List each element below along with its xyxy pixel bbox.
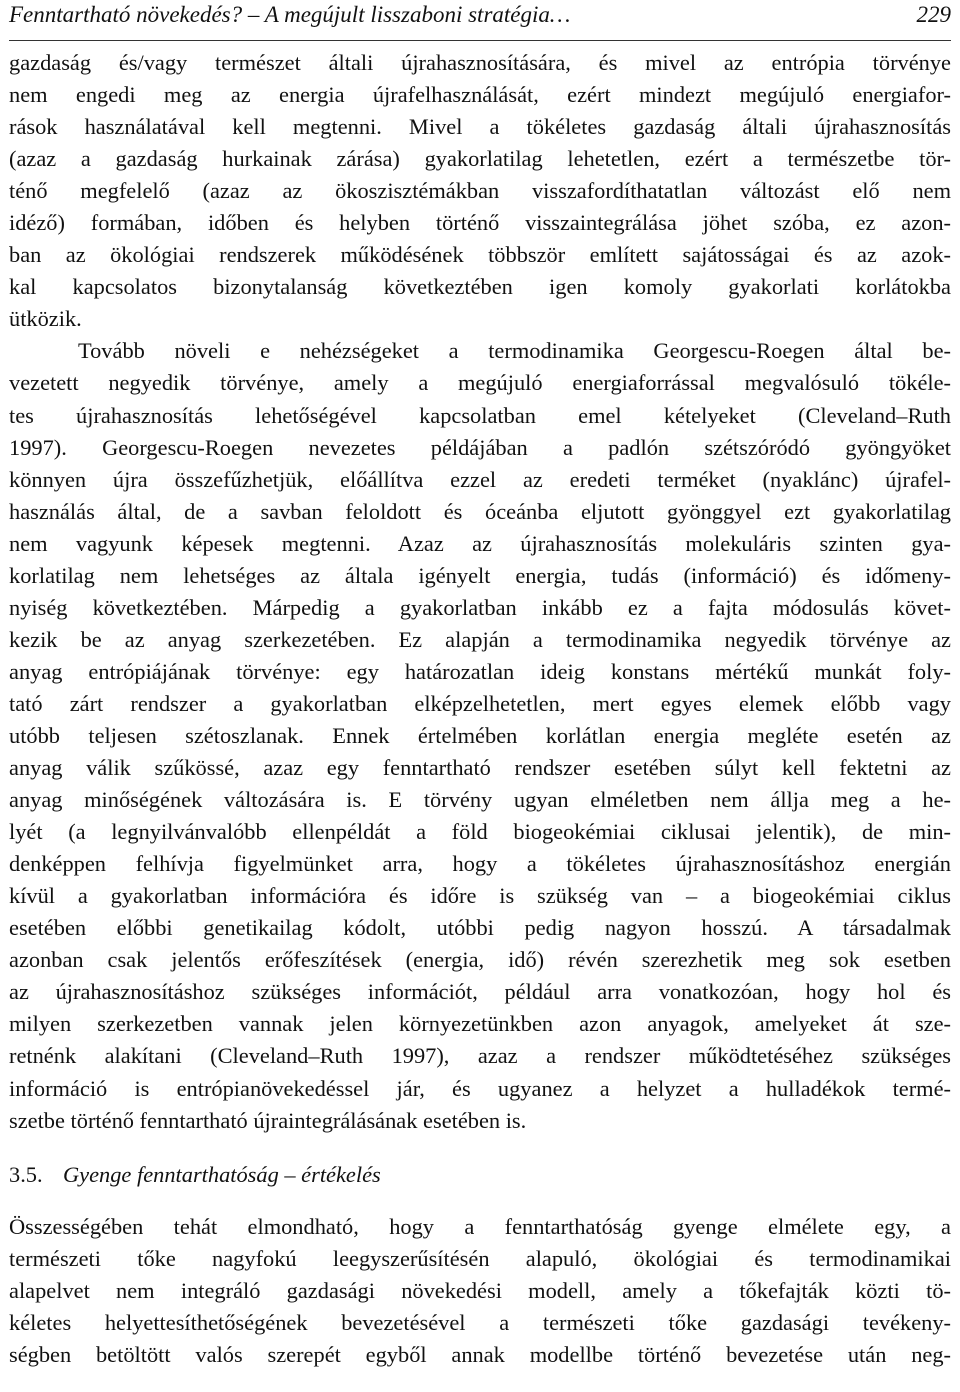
section-heading xyxy=(9,1159,951,1191)
text-line: 1997). Georgescu-Roegen nevezetes példájában a padlón szétszóródó gyöngyöket xyxy=(9,434,951,460)
text-line: ban az ökológiai rendszerek működésének többször említett sajátosságai és az azok- xyxy=(9,242,951,268)
text-line: anyag válik szűkössé, azaz egy fenntartható rendszer esetében súlyt kell fektetni az xyxy=(9,755,951,781)
spacer xyxy=(9,1191,951,1211)
text-line: tató zárt rendszer a gyakorlatban elképzelhetetlen, mert egyes elemek előbb vagy xyxy=(9,690,951,716)
text-line: gazdaság és/vagy természet általi újrahasznosítására, és mivel az entrópia törvénye xyxy=(9,50,951,75)
text-line: kezik be az anyag szerkezetében. Ez alapján a termodinamika negyedik törvénye az xyxy=(9,626,951,652)
text-line: ségben betöltött valós szerepét egyből annak modellbe történő bevezetése után neg- xyxy=(9,1341,951,1367)
text-line: ütközik. xyxy=(9,306,82,332)
text-line: utóbb teljesen szétoszlanak. Ennek értelmében korlátlan energia megléte esetén az xyxy=(9,722,951,748)
text-line: kéletes helyettesíthetőségének bevezetésével a természeti tőke gazdasági tevékeny- xyxy=(9,1309,951,1335)
text-line: könnyen újra összefűzhetjük, előállítva ezzel az eredeti terméket (nyaklánc) újrafel- xyxy=(9,466,951,492)
text-line: Összességében tehát elmondható, hogy a fenntarthatóság gyenge elmélete egy, a xyxy=(9,1213,951,1239)
text-line: esetében előbbi genetikailag kódolt, utóbbi pedig nagyon hosszú. A társadalmak xyxy=(9,915,951,941)
section-number: 3.5. xyxy=(9,1161,43,1187)
text-line: Tovább növeli e nehézségeket a termodinamika Georgescu-Roegen által be- xyxy=(78,338,951,364)
text-line: milyen szerkezetben vannak jelen környezetünkben azon anyagok, amelyeket át sze- xyxy=(9,1011,951,1037)
text-line: használás által, de a savban feloldott és óceánba eljutott gyönggyel ezt gyakorlatilag xyxy=(9,498,951,524)
text-line: kívül a gyakorlatban információra és időre is szükség van – a biogeokémiai ciklus xyxy=(9,883,951,909)
paragraph-1 xyxy=(9,47,951,335)
text-line: retnénk alakítani (Cleveland–Ruth 1997), azaz a rendszer működtetéséhez szükséges xyxy=(9,1043,951,1069)
text-line: nem engedi meg az energia újrafelhasználását, ezért mindezt megújuló energiafor- xyxy=(9,82,951,108)
body-text xyxy=(9,47,951,1371)
paragraph-3 xyxy=(9,1211,951,1371)
text-line: (azaz a gazdaság hurkainak zárása) gyakorlatilag lehetetlen, ezért a természetbe tör- xyxy=(9,146,951,172)
spacer xyxy=(9,1137,951,1159)
running-title: Fenntartható növekedés? – A megújult lisszaboni stratégia… xyxy=(9,2,571,27)
text-line: lyét (a legnyilvánvalóbb ellenpéldát a föld biogeokémiai ciklusai jelentik), de min- xyxy=(9,819,951,845)
text-line: idéző) formában, időben és helyben történő visszaintegrálása jöhet szóba, ez azon- xyxy=(9,210,951,236)
text-line: szetbe történő fenntartható újraintegrálásának esetében is. xyxy=(9,1107,527,1133)
document-page xyxy=(9,0,951,1371)
text-line: anyag entrópiájának törvénye: egy határozatlan ideig konstans mértékű munkát foly- xyxy=(9,658,951,684)
running-header xyxy=(9,0,951,41)
text-line: denképpen felhívja figyelmünket arra, hogy a tökéletes újrahasznosításhoz energián xyxy=(9,851,951,877)
text-line: korlatilag nem lehetséges az általa igényelt energia, tudás (információ) és időmeny- xyxy=(9,562,951,588)
text-line: vezetett negyedik törvénye, amely a megújuló energiaforrással megvalósuló tökéle- xyxy=(9,370,951,396)
page-number: 229 xyxy=(916,2,951,27)
text-line: rások használatával kell megtenni. Mivel a tökéletes gazdaság általi újrahasznosítás xyxy=(9,114,951,140)
text-line: nyiség következtében. Márpedig a gyakorlatban inkább ez a fajta módosulás követ- xyxy=(9,594,951,620)
text-line: alapelvet nem integráló gazdasági növekedési modell, amely a tőkefajták közti tö- xyxy=(9,1277,951,1303)
text-line: kal kapcsolatos bizonytalanság következtében igen komoly gyakorlati korlátokba xyxy=(9,274,951,300)
text-line: ténő megfelelő (azaz az ökoszisztémákban visszafordíthatatlan változást elő nem xyxy=(9,178,951,204)
text-line: természeti tőke nagyfokú leegyszerűsítésén alapuló, ökológiai és termodinamikai xyxy=(9,1245,951,1271)
text-line: az újrahasznosításhoz szükséges információt, például arra vonatkozóan, hogy hol és xyxy=(9,979,951,1005)
paragraph-2 xyxy=(9,335,951,1136)
section-title: Gyenge fenntarthatóság – értékelés xyxy=(63,1161,381,1187)
text-line: információ is entrópianövekedéssel jár, és ugyanez a helyzet a hulladékok termé- xyxy=(9,1075,951,1101)
text-line: azonban csak jelentős erőfeszítések (energia, idő) révén szerezhetik meg sok esetben xyxy=(9,947,951,973)
text-line: anyag minőségének változására is. E törvény ugyan elméletben nem állja meg a he- xyxy=(9,787,951,813)
text-line: nem vagyunk képesek megtenni. Azaz az újrahasznosítás molekuláris szinten gya- xyxy=(9,530,951,556)
text-line: tes újrahasznosítás lehetőségével kapcsolatban emel kételyeket (Cleveland–Ruth xyxy=(9,402,951,428)
